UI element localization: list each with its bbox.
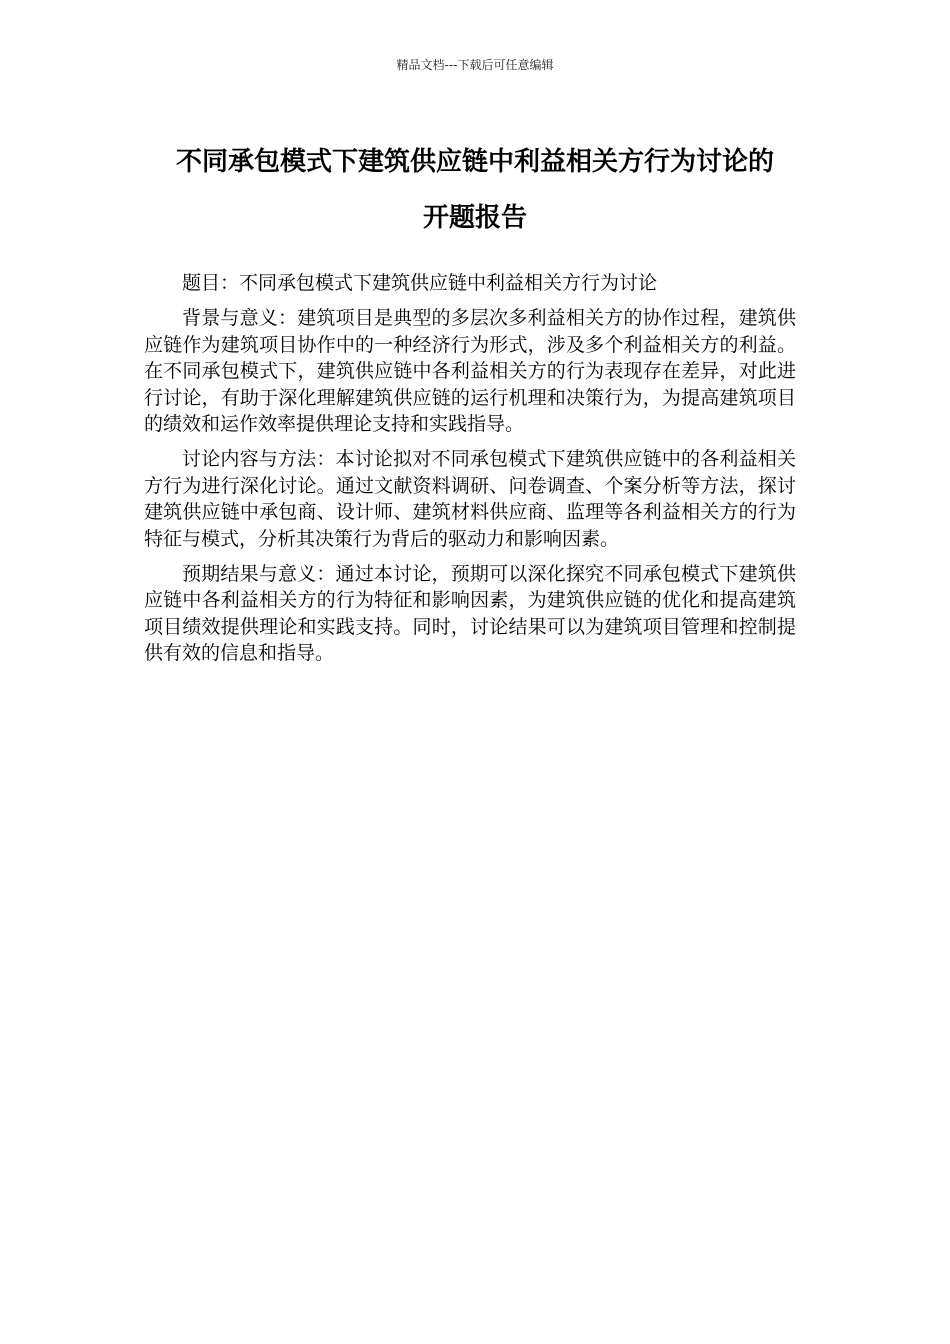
topic-paragraph: 题目：不同承包模式下建筑供应链中利益相关方行为讨论 [182,272,658,294]
document-body [144,270,796,676]
title-line-1: 不同承包模式下建筑供应链中利益相关方行为讨论的 [175,147,774,177]
background-paragraph: 背景与意义：建筑项目是典型的多层次多利益相关方的协作过程，建筑供应链作为建筑项目协作中的一种经济行为形式，涉及多个利益相关方的利益。在不同承包模式下，建筑供应链中各利益相关方的行为表现存在差异，对此进行讨论，有助于深化理解建筑供应链的运行机理和决策行为，为提高建筑项目的绩效和运作效率提供理论支持和实践指导。 [144,307,796,436]
title-line-2: 开题报告 [422,203,527,233]
content-method-paragraph: 讨论内容与方法：本讨论拟对不同承包模式下建筑供应链中的各利益相关方行为进行深化讨论。通过文献资料调研、问卷调查、个案分析等方法，探讨建筑供应链中承包商、设计师、建筑材料供应商、监理等各利益相关方的行为特征与模式，分析其决策行为背后的驱动力和影响因素。 [144,448,796,550]
header-note: 精品文档---下载后可任意编辑 [396,58,554,72]
document-title [120,134,830,246]
expected-results-paragraph: 预期结果与意义：通过本讨论，预期可以深化探究不同承包模式下建筑供应链中各利益相关方的行为特征和影响因素，为建筑供应链的优化和提高建筑项目绩效提供理论和实践支持。同时，讨论结果可以为建筑项目管理和控制提供有效的信息和指导。 [144,563,796,665]
